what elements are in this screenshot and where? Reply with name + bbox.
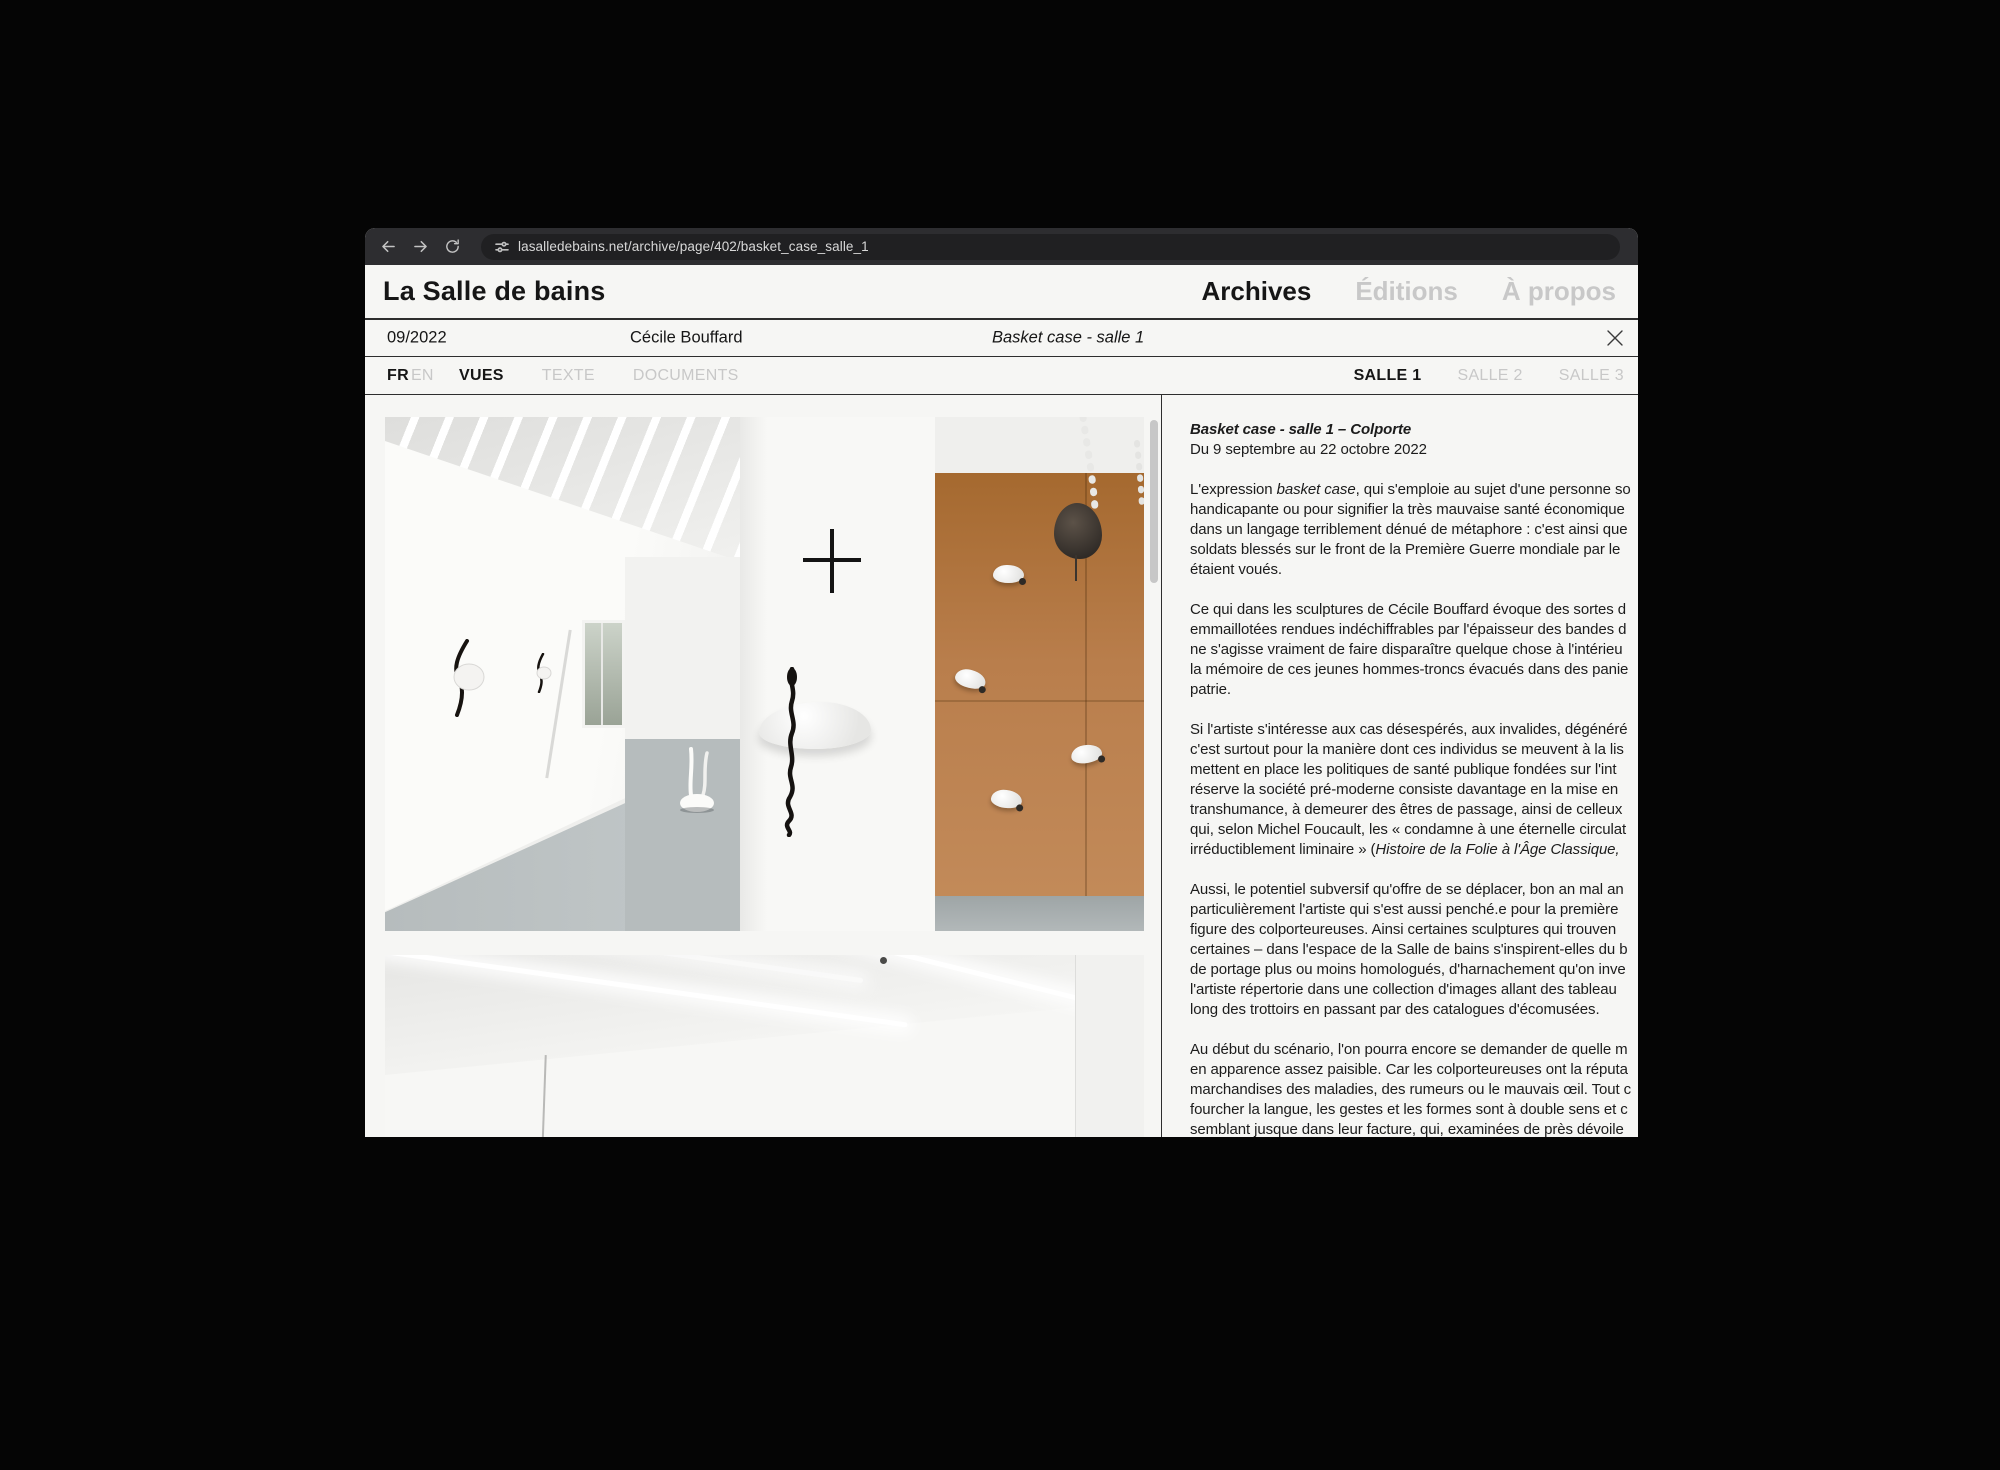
tabs-row xyxy=(365,357,1638,395)
article-line: Ce qui dans les sculptures de Cécile Bouffard évoque des sortes d xyxy=(1190,601,1626,618)
glass-door xyxy=(582,620,625,728)
article-line: fourcher la langue, les gestes et les formes sont à double sens et c xyxy=(1190,1101,1628,1118)
article-line: qui, selon Michel Foucault, les « condamne à une éternelle circulat xyxy=(1190,821,1627,838)
article-line: figure des colporteureuses. Ainsi certaines sculptures qui trouven xyxy=(1190,921,1617,938)
exhibition-title: Basket case - salle 1 – Colporte xyxy=(1190,421,1412,438)
back-icon[interactable] xyxy=(379,237,398,256)
gallery-photo-1[interactable] xyxy=(385,417,1144,931)
thin-wall-sculpture xyxy=(541,1055,546,1137)
panel-sculpture xyxy=(993,565,1024,583)
lang-tab-en[interactable]: EN xyxy=(410,366,434,384)
article-line: long des trottoirs en passant par des catalogues d'écomusées. xyxy=(1190,1001,1600,1018)
article-line: transhumance, à demeurer des êtres de passage, ainsi de celleux xyxy=(1190,801,1623,818)
wall-sculpture-2 xyxy=(533,653,553,693)
article-body xyxy=(1190,480,1638,1137)
room-tab-salle-3[interactable]: SALLE 3 xyxy=(1558,366,1624,384)
close-button[interactable] xyxy=(1602,325,1628,351)
ceiling-fixture xyxy=(880,957,887,964)
language-tabs xyxy=(387,367,434,385)
view-tab-texte[interactable]: TEXTE xyxy=(541,366,595,384)
article-line: c'est surtout pour la manière dont ces individus se meuvent à la lis xyxy=(1190,741,1624,758)
article-line: L'expression basket case, qui s'emploie au sujet d'une personne so xyxy=(1190,481,1631,498)
panel-seam xyxy=(935,700,1144,702)
back-wall xyxy=(625,557,743,739)
article-line: de portage plus ou moins homologués, d'harnachement qu'on inve xyxy=(1190,961,1626,978)
door-frame xyxy=(601,623,603,725)
content-area xyxy=(365,395,1638,1137)
squiggle-sculpture xyxy=(775,667,809,837)
gallery-scrollbar-thumb[interactable] xyxy=(1150,420,1158,583)
site-header xyxy=(365,265,1638,320)
browser-window xyxy=(365,228,1638,1137)
article-line: particulièrement l'artiste qui s'est aussi penché.e pour la première xyxy=(1190,901,1619,918)
room-tabs xyxy=(1354,367,1624,385)
header-nav-editions[interactable]: Éditions xyxy=(1355,276,1458,306)
article-line: certaines – dans l'espace de la Salle de bains s'inspirent-elles du b xyxy=(1190,941,1628,958)
url-bar[interactable] xyxy=(481,234,1620,260)
article-paragraph xyxy=(1190,720,1638,860)
reload-icon[interactable] xyxy=(443,237,462,256)
article-paragraph xyxy=(1190,1040,1638,1137)
pouch-strap xyxy=(1075,555,1077,581)
lang-tab-fr[interactable]: FR xyxy=(387,366,409,384)
view-tab-documents[interactable]: DOCUMENTS xyxy=(632,366,739,384)
article-line: la mémoire de ces jeunes hommes-troncs évacués dans des panie xyxy=(1190,661,1629,678)
wall-sculpture-1 xyxy=(447,639,489,717)
header-nav-archives[interactable]: Archives xyxy=(1201,276,1312,306)
room-tab-salle-1[interactable]: SALLE 1 xyxy=(1353,366,1422,384)
article-line: patrie. xyxy=(1190,681,1231,698)
article-line: Si l'artiste s'intéresse aux cas désespérés, aux invalides, dégénéré xyxy=(1190,721,1628,738)
url-text: lasalledebains.net/archive/page/402/basket_case_salle_1 xyxy=(518,239,869,254)
article-line: emmaillotées rendues indéchiffrables par l'épaisseur des bandes d xyxy=(1190,621,1627,638)
header-nav-a-propos[interactable]: À propos xyxy=(1501,276,1616,306)
site-title[interactable]: La Salle de bains xyxy=(383,276,606,306)
ceiling xyxy=(385,955,1144,1075)
site-settings-icon[interactable] xyxy=(495,240,509,254)
foreground-wall xyxy=(740,417,935,931)
view-tabs xyxy=(459,367,739,385)
article-paragraph xyxy=(1190,600,1638,700)
x-icon xyxy=(1603,326,1627,350)
article-pane xyxy=(1162,395,1638,1137)
cross-mark xyxy=(803,558,861,562)
article-line: réserve la société pré-moderne consiste davantage en la mise en xyxy=(1190,781,1619,798)
article-line: Aussi, le potentiel subversif qu'offre de se déplacer, bon an mal an xyxy=(1190,881,1624,898)
gallery-photo-2[interactable] xyxy=(385,955,1144,1137)
breadcrumb-date: 09/2022 xyxy=(387,328,447,347)
article-paragraph xyxy=(1190,880,1638,1020)
article-line: soldats blessés sur le front de la Première Guerre mondiale par le xyxy=(1190,541,1621,558)
article-line: dans un langage terriblement dénué de métaphore : c'est ainsi que xyxy=(1190,521,1628,538)
header-nav xyxy=(1201,276,1616,307)
wall-column xyxy=(1075,955,1144,1137)
view-tab-vues[interactable]: VUES xyxy=(459,366,504,384)
article-line: en apparence assez paisible. Car les colporteureuses ont la réputa xyxy=(1190,1061,1628,1078)
browser-toolbar xyxy=(365,228,1638,265)
article-line: semblant jusque dans leur facture, qui, examinées de près dévoile xyxy=(1190,1121,1624,1137)
article-line: ne s'agisse vraiment de faire disparaître quelque chose à l'intérieu xyxy=(1190,641,1623,658)
breadcrumb-artist: Cécile Bouffard xyxy=(630,328,743,347)
breadcrumb-title: Basket case - salle 1 xyxy=(992,328,1145,347)
article-line: handicapante ou pour signifier la très mauvaise santé économique xyxy=(1190,501,1625,518)
article-line: irréductiblement liminaire » (Histoire de la Folie à l'Âge Classique, xyxy=(1190,841,1620,858)
exhibition-dates: Du 9 septembre au 22 octobre 2022 xyxy=(1190,441,1427,458)
forward-icon[interactable] xyxy=(411,237,430,256)
article-paragraph xyxy=(1190,480,1638,580)
article-line: étaient voués. xyxy=(1190,561,1282,578)
article-line: Au début du scénario, l'on pourra encore se demander de quelle m xyxy=(1190,1041,1628,1058)
article-line: mettent en place les politiques de santé publique fondées sur l'int xyxy=(1190,761,1617,778)
breadcrumb xyxy=(365,320,1638,357)
article-line: l'artiste répertorie dans une collection d'images allant des tableau xyxy=(1190,981,1617,998)
room-tab-salle-2[interactable]: SALLE 2 xyxy=(1457,366,1523,384)
floor-sculpture xyxy=(677,747,723,813)
article-line: marchandises des maladies, des rumeurs ou le mauvais œil. Tout c xyxy=(1190,1081,1632,1098)
site-page xyxy=(365,265,1638,1137)
gallery-pane xyxy=(365,395,1162,1137)
